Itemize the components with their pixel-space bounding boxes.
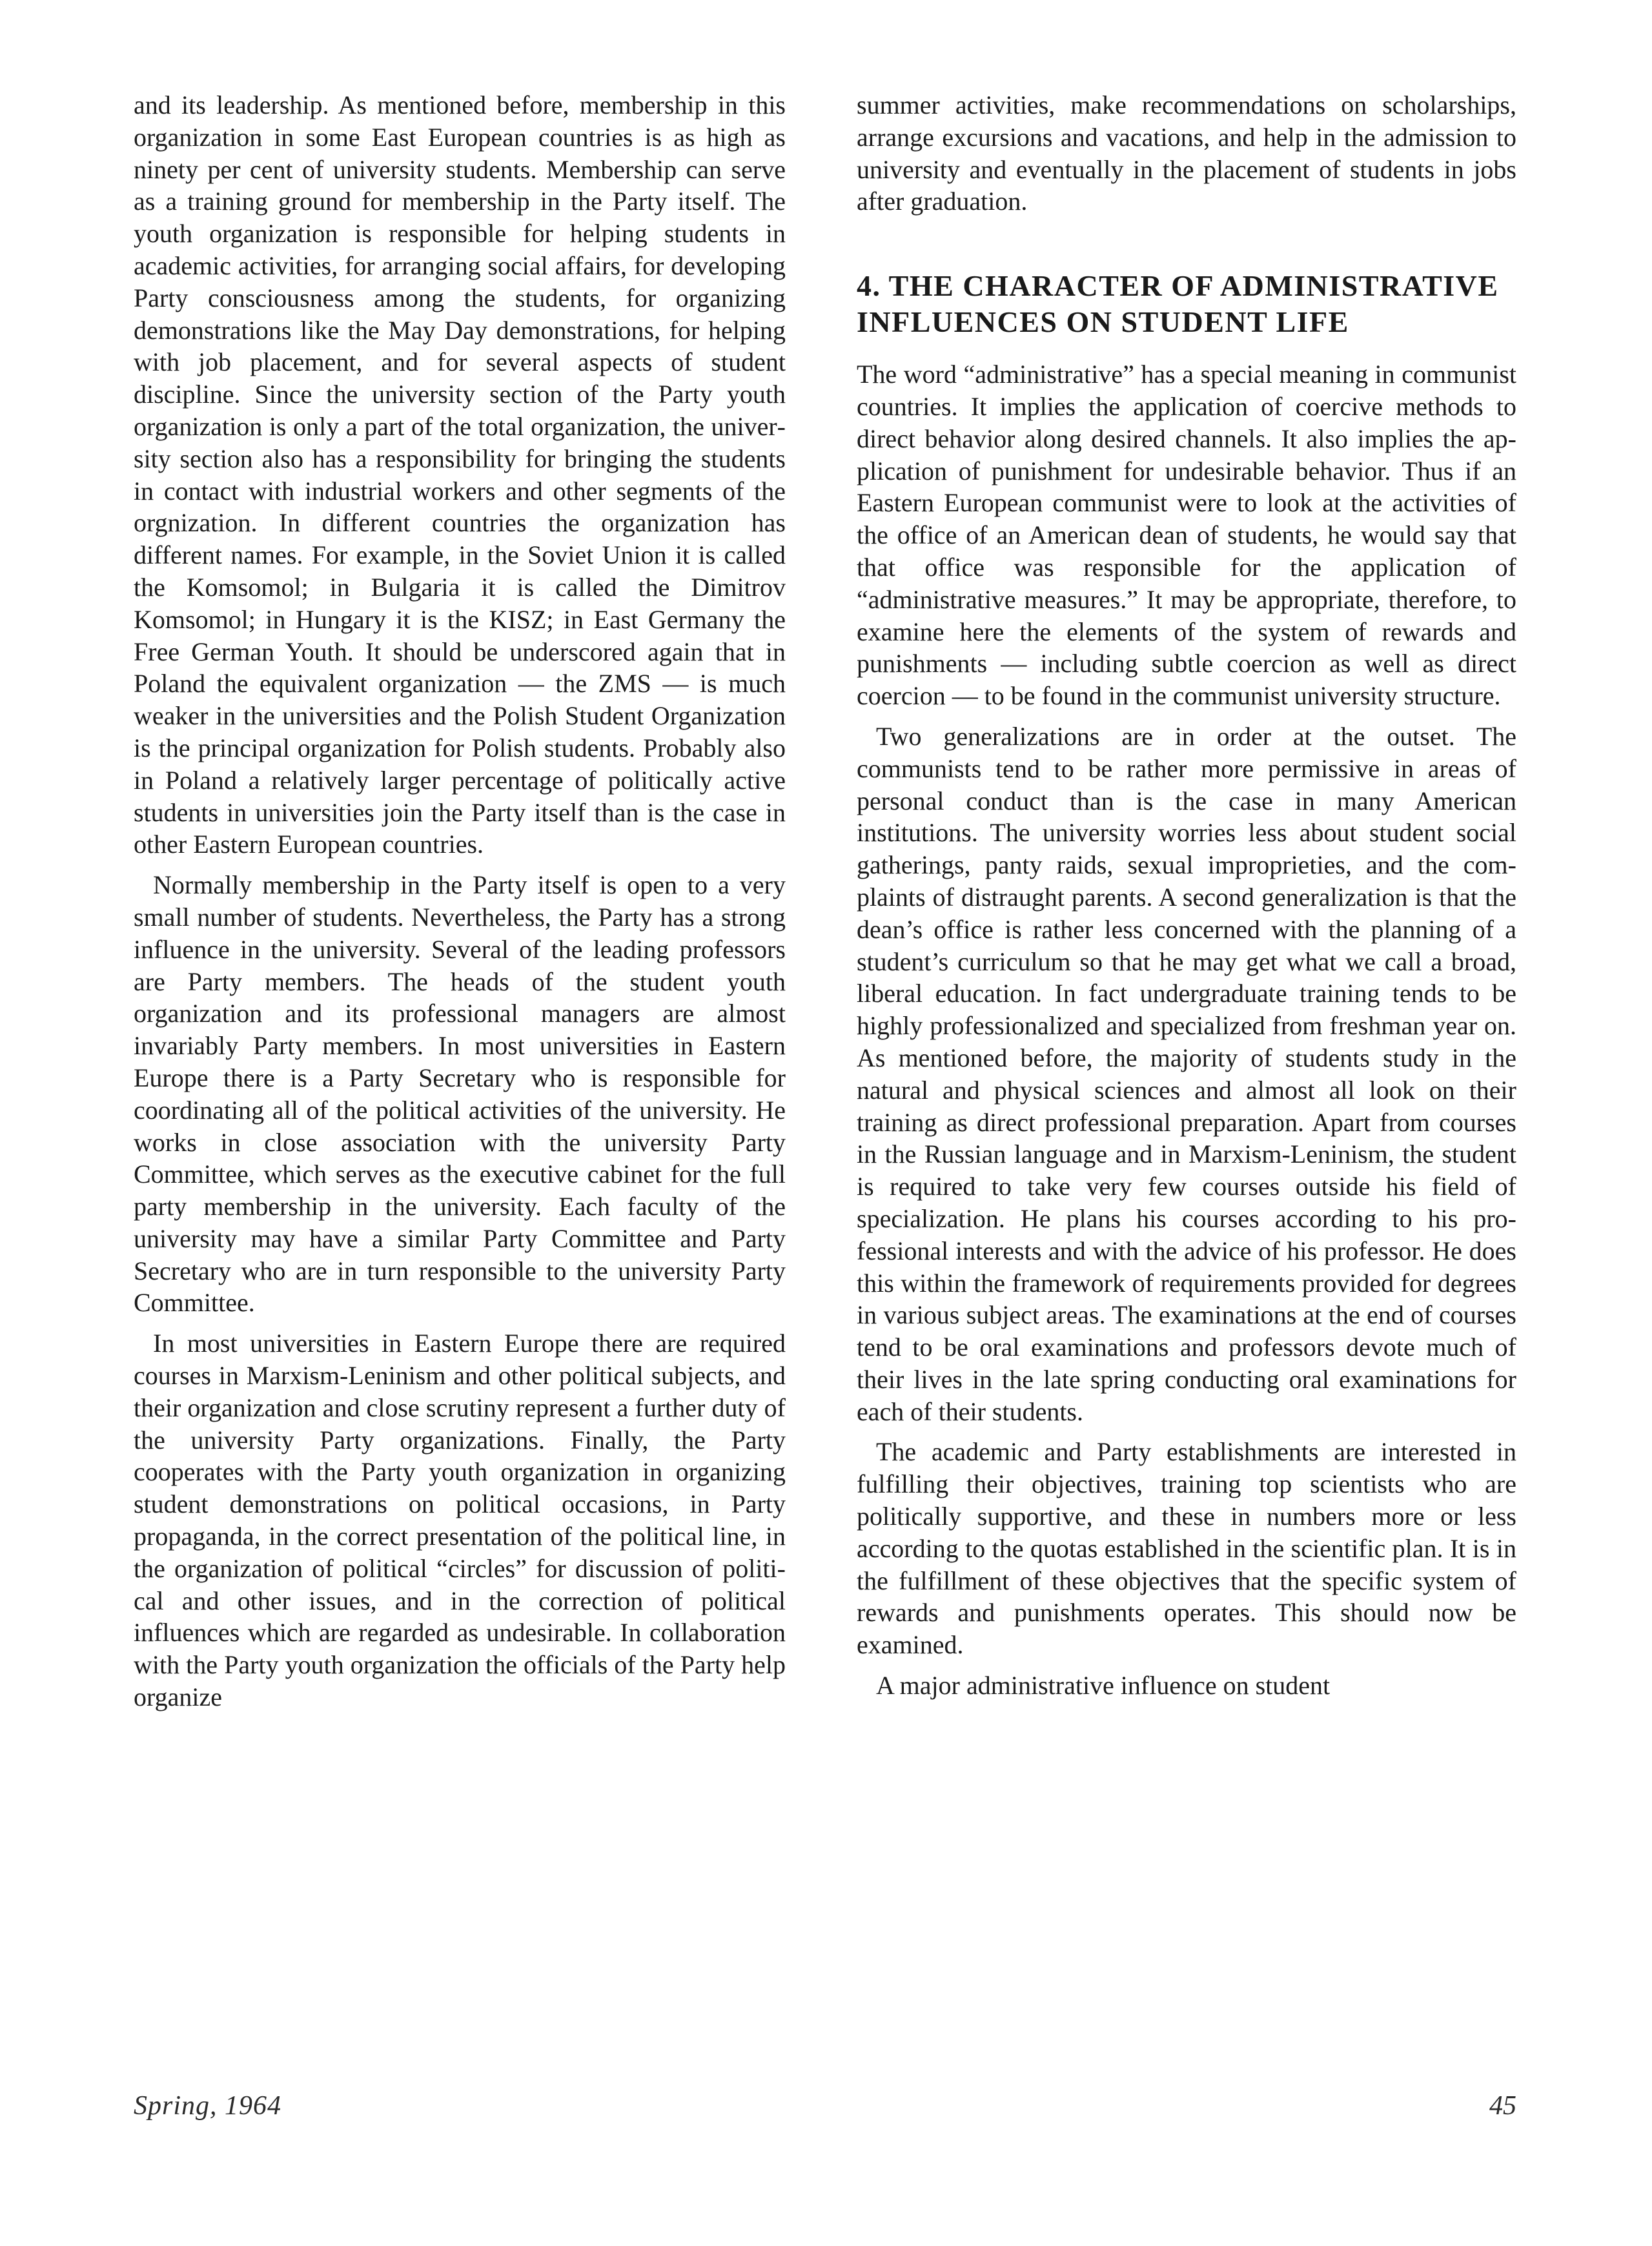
page-number: 45 (1489, 2091, 1516, 2121)
left-column (134, 89, 786, 1722)
paragraph: Two generalizations are in order at the outset. The communists tend to be rather more permissive in areas of personal conduct than is the case in many American institutions. The university worries less about student social gatherings, panty raids, sexual improprieties, and the complaints of distraught parents. A second generalization is that the dean’s office is rather less concerned with the planning of a student’s curriculum so that he may get what we call a broad, liberal education. In fact undergraduate training tends to be highly professionalized and specialized from freshman year on. As mentioned before, the majority of students study in the natural and physical sciences and almost all look on their training as direct professional preparation. Apart from courses in the Russian language and in Marxism-Leninism, the student is required to take very few courses outside his field of specialization. He plans his courses according to his professional interests and with the advice of his professor. He does this within the framework of requirements provided for degrees in various subject areas. The examinations at the end of courses tend to be oral examinations and professors devote much of their lives in the late spring conducting oral examinations for each of their students. (857, 721, 1516, 1426)
section-heading: 4. THE CHARACTER OF ADMINISTRATIVE INFLUENCES ON STUDENT LIFE (857, 269, 1499, 339)
paragraph: and its leadership. As mentioned before, membership in this organization in some East European countries is as high as ninety per cent of university students. Membership can serve as a training ground for membership in the Party itself. The youth organization is responsible for helping students in academic activities, for arranging social affairs, for developing Party consciousness among the students, for organizing demonstrations like the May Day demonstrations, for helping with job placement, and for several aspects of student discipline. Since the university section of the Party youth organization is only a part of the total organization, the university section also has a responsibility for bringing the students in contact with industrial workers and other segments of the orgnization. In different countries the organization has different names. For example, in the Soviet Union it is called the Komsomol; in Bulgaria it is called the Dimitrov Komsomol; in Hungary it is the KISZ; in East Germany the Free German Youth. It should be underscored again that in Poland the equivalent organization — the ZMS — is much weaker in the universities and the Polish Student Organization is the principal organization for Polish students. Probably also in Poland a relatively larger percentage of politically active students in universities join the Party itself than is the case in other Eastern European countries. (134, 90, 786, 859)
paragraph: A major administrative influence on student (876, 1671, 1331, 1700)
paragraph: Normally membership in the Party itself is open to a very small number of students. Nevertheless, the Party has a strong influence in the university. Several of the leading professors are Party members. The heads of the student youth organization and its professional managers are almost invariably Party members. In most universities in Eastern Europe there is a Party Secretary who is responsible for coordinating all of the political activities of the university. He works in close association with the university Party Committee, which serves as the executive cabinet for the full party membership in the university. Each faculty of the university may have a similar Party Committee and Party Secretary who are in turn responsible to the university Party Committee. (134, 870, 786, 1318)
paragraph: The academic and Party establishments are interested in fulfilling their objectives, training top scientists who are politically supportive, and these in numbers more or less according to the quotas established in the scientific plan. It is in the fulfillment of these objectives that the specific system of rewards and punishments operates. This should now be examined. (857, 1437, 1516, 1660)
paragraph: The word “administrative” has a special meaning in communist countries. It implies the application of coercive methods to direct behavior along desired channels. It also implies the application of punishment for undesirable behavior. Thus if an Eastern European communist were to look at the activities of the office of an American dean of students, he would say that that office was responsible for the application of “administrative measures.” It may be appropriate, therefore, to examine here the elements of the system of rewards and punishments — including subtle coercion as well as direct coercion — to be found in the communist university structure. (857, 360, 1516, 711)
paragraph: In most universities in Eastern Europe there are required courses in Marxism-Leninism and other political subjects, and their organization and close scrutiny represent a further duty of the university Party organizations. Finally, the Party cooperates with the Party youth organization in organizing student demonstrations on political occasions, in Party propaganda, in the correct presentation of the political line, in the organization of political “circles” for discussion of political and other issues, and in the correction of political influences which are regarded as undesirable. In collaboration with the Party youth organization the officials of the Party help organize (134, 1329, 786, 1712)
paragraph: summer activities, make recommendations on scholarships, arrange excursions and vacations, and help in the admission to university and eventually in the placement of students in jobs after graduation. (857, 90, 1516, 216)
right-column (857, 89, 1516, 1710)
footer-issue: Spring, 1964 (134, 2091, 282, 2121)
